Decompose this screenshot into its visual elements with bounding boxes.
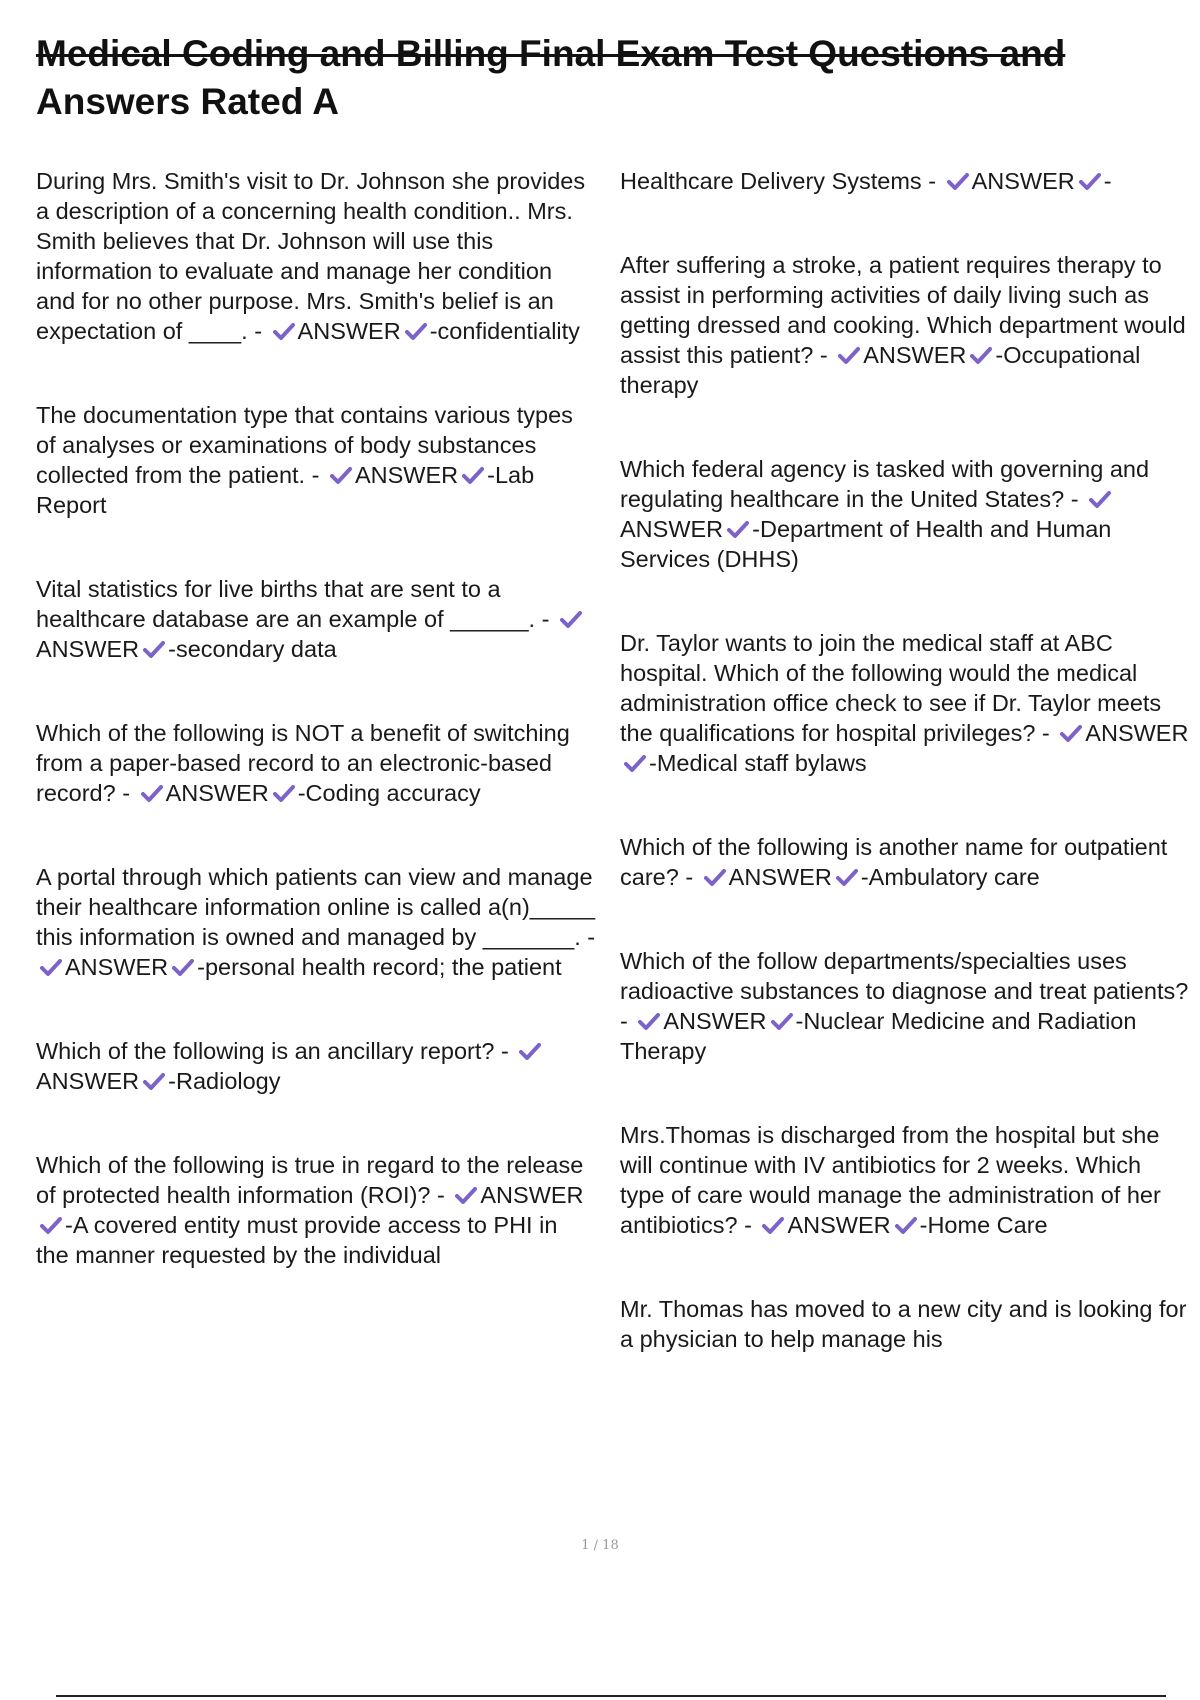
answer-text: -Lab Report	[36, 462, 535, 518]
qa-item	[36, 862, 596, 982]
answer-label: ANSWER	[36, 1068, 140, 1094]
question-text: The documentation type that contains various types of analyses or examinations of body substances collected from the patient. -	[36, 402, 573, 488]
checkmark-icon	[1079, 173, 1101, 191]
checkmark-icon	[172, 959, 194, 977]
checkmark-icon	[727, 521, 749, 539]
left-column	[36, 166, 596, 1270]
checkmark-icon	[895, 1217, 917, 1235]
checkmark-icon	[638, 1013, 660, 1031]
checkmark-icon	[838, 347, 860, 365]
document-title-line-2: Answers Rated A	[36, 81, 339, 122]
answer-text: -confidentiality	[429, 318, 580, 344]
checkmark-icon	[455, 1187, 477, 1205]
answer-text: -Department of Health and Human Services (DHHS)	[620, 516, 1112, 572]
qa-item	[620, 628, 1192, 778]
answer-label: ANSWER	[165, 780, 269, 806]
qa-item	[36, 1036, 596, 1096]
qa-item	[36, 1150, 596, 1270]
checkmark-icon	[40, 959, 62, 977]
checkmark-icon	[624, 755, 646, 773]
answer-label: ANSWER	[971, 168, 1075, 194]
answer-label: ANSWER	[354, 462, 459, 488]
answer-text: -Occupational therapy	[620, 342, 1141, 398]
answer-text: -Nuclear Medicine and Radiation Therapy	[620, 1008, 1137, 1064]
checkmark-icon	[704, 869, 726, 887]
checkmark-icon	[330, 467, 352, 485]
checkmark-icon	[1060, 725, 1082, 743]
checkmark-icon	[836, 869, 858, 887]
page-indicator: 1 / 18	[581, 1538, 619, 1553]
question-text: After suffering a stroke, a patient requires therapy to assist in performing activities of daily living such as getting dressed and cooking. Which department would assist this patient? -	[620, 252, 1186, 368]
question-text: Which of the following is an ancillary report? -	[36, 1038, 509, 1064]
answer-text: -personal health record; the patient	[197, 954, 562, 980]
question-text: Dr. Taylor wants to join the medical staff at ABC hospital. Which of the following would the medical administration office check to see if Dr. Taylor meets the qualifications for hospital privileges? -	[620, 630, 1162, 746]
answer-label: ANSWER	[480, 1182, 584, 1208]
checkmark-icon	[462, 467, 484, 485]
checkmark-icon	[762, 1217, 784, 1235]
answer-label: ANSWER	[1085, 720, 1189, 746]
question-text: Which of the follow departments/specialties uses radioactive substances to diagnose and treat patients? -	[620, 948, 1189, 1034]
checkmark-icon	[970, 347, 992, 365]
checkmark-icon	[519, 1043, 541, 1061]
checkmark-icon	[405, 323, 427, 341]
qa-item	[620, 250, 1192, 400]
answer-label: ANSWER	[787, 1212, 891, 1238]
question-text: Which federal agency is tasked with governing and regulating healthcare in the United States? -	[620, 456, 1150, 512]
qa-item	[36, 574, 596, 664]
bottom-divider	[56, 1695, 1166, 1697]
checkmark-icon	[947, 173, 969, 191]
question-text: Which of the following is NOT a benefit of switching from a paper-based record to an electronic-based record? -	[36, 720, 570, 806]
question-text: During Mrs. Smith's visit to Dr. Johnson she provides a description of a concerning health condition.. Mrs. Smith believes that Dr. Johnson will use this information to evaluate and manage her condition and for no other purpose. Mrs. Smith's belief is an expectation of ____. -	[36, 168, 586, 344]
qa-item	[620, 1120, 1192, 1240]
qa-item	[36, 718, 596, 808]
qa-item	[36, 400, 596, 520]
qa-item	[36, 166, 596, 346]
qa-item	[620, 946, 1192, 1066]
question-text: Which of the following is another name for outpatient care? -	[620, 834, 1168, 890]
answer-label: ANSWER	[663, 1008, 767, 1034]
answer-text: -Home Care	[919, 1212, 1048, 1238]
qa-item	[620, 166, 1192, 196]
question-text: Which of the following is true in regard to the release of protected health information (ROI)? -	[36, 1152, 584, 1208]
qa-item	[620, 832, 1192, 892]
answer-text: -	[1103, 168, 1112, 194]
answer-label: ANSWER	[36, 636, 140, 662]
answer-label: ANSWER	[728, 864, 832, 890]
checkmark-icon	[273, 785, 295, 803]
question-text: A portal through which patients can view and manage their healthcare information online is called a(n)_____ this information is owned and managed by _______. -	[36, 864, 596, 950]
answer-label: ANSWER	[863, 342, 967, 368]
answer-text: -Coding accuracy	[297, 780, 481, 806]
question-text: Mrs.Thomas is discharged from the hospital but she will continue with IV antibiotics for 2 weeks. Which type of care would manage the administration of her antibiotics? -	[620, 1122, 1161, 1238]
document-title-line-1: Medical Coding and Billing Final Exam Test Questions and	[36, 33, 1066, 74]
checkmark-icon	[40, 1217, 62, 1235]
checkmark-icon	[1089, 491, 1111, 509]
answer-label: ANSWER	[65, 954, 169, 980]
answer-label: ANSWER	[297, 318, 401, 344]
question-text: Mr. Thomas has moved to a new city and is looking for a physician to help manage his	[620, 1296, 1187, 1352]
answer-text: -Radiology	[168, 1068, 281, 1094]
checkmark-icon	[273, 323, 295, 341]
qa-item-partial	[620, 1294, 1192, 1354]
checkmark-icon	[560, 611, 582, 629]
answer-text: -A covered entity must provide access to PHI in the manner requested by the individual	[36, 1212, 558, 1268]
answer-text: -secondary data	[168, 636, 337, 662]
document-title	[36, 30, 1166, 126]
checkmark-icon	[143, 641, 165, 659]
checkmark-icon	[143, 1073, 165, 1091]
answer-label: ANSWER	[620, 516, 724, 542]
answer-text: -Medical staff bylaws	[649, 750, 867, 776]
answer-text: -Ambulatory care	[860, 864, 1040, 890]
qa-item	[620, 454, 1192, 574]
checkmark-icon	[771, 1013, 793, 1031]
right-column	[620, 166, 1192, 1354]
question-text: Healthcare Delivery Systems -	[620, 168, 937, 194]
question-text: Vital statistics for live births that are sent to a healthcare database are an example of ______. -	[36, 576, 550, 632]
checkmark-icon	[141, 785, 163, 803]
